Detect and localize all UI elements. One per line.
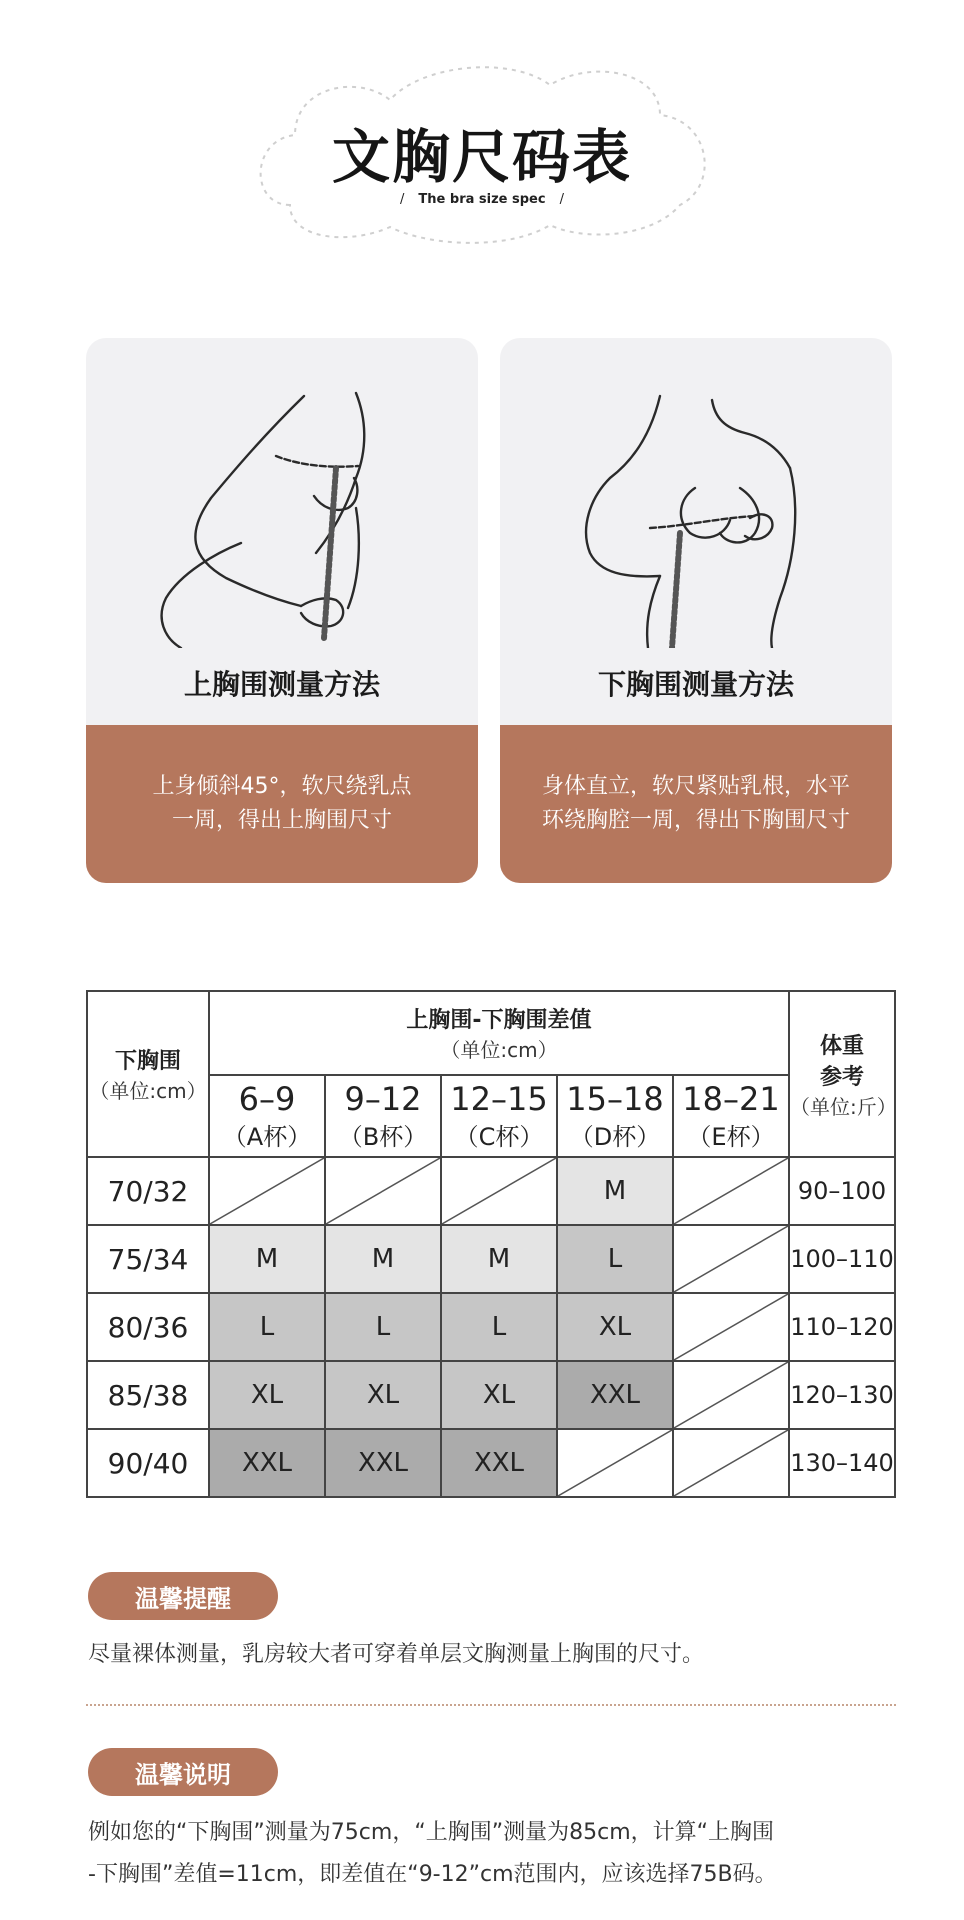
empty-size-cell	[672, 1156, 790, 1226]
empty-size-cell	[672, 1292, 790, 1362]
upper-bust-illustration	[86, 338, 478, 648]
note-pill: 温馨说明	[88, 1748, 278, 1796]
cup-label: （B杯）	[338, 1122, 428, 1151]
page-header	[0, 0, 964, 300]
size-cell: XXL	[556, 1360, 674, 1430]
upper-bust-card	[86, 338, 478, 883]
size-cell: XXL	[208, 1428, 326, 1498]
difference-range: 12–15	[450, 1079, 548, 1118]
size-cell: M	[440, 1224, 558, 1294]
size-cell: M	[324, 1224, 442, 1294]
empty-size-cell	[556, 1428, 674, 1498]
cup-column-header	[556, 1074, 674, 1158]
size-cell: L	[208, 1292, 326, 1362]
upper-bust-desc	[153, 770, 412, 838]
difference-range: 6–9	[238, 1079, 296, 1118]
page-subtitle	[0, 192, 964, 207]
weight-reference: 100–110	[788, 1224, 896, 1294]
underbust-header	[86, 990, 210, 1158]
note-text	[88, 1812, 908, 1896]
cup-label: （D杯）	[569, 1122, 661, 1151]
difference-range: 18–21	[682, 1079, 780, 1118]
empty-size-cell	[672, 1428, 790, 1498]
under-bust-desc-band	[500, 725, 892, 883]
empty-cell-diagonal	[674, 1362, 788, 1428]
size-cell: XL	[208, 1360, 326, 1430]
empty-cell-diagonal	[210, 1158, 324, 1224]
size-cell: M	[208, 1224, 326, 1294]
empty-cell-diagonal	[674, 1226, 788, 1292]
size-cell: XXL	[440, 1428, 558, 1498]
upper-bust-heading: 上胸围测量方法	[183, 668, 380, 701]
size-cell: XL	[324, 1360, 442, 1430]
empty-size-cell	[672, 1360, 790, 1430]
weight-header-line: 参考	[819, 1064, 864, 1090]
bra-size-table	[86, 990, 896, 1490]
under-bust-heading: 下胸围测量方法	[597, 668, 794, 701]
under-bust-desc	[542, 770, 850, 838]
difference-range: 9–12	[344, 1079, 422, 1118]
size-cell: L	[440, 1292, 558, 1362]
size-cell: M	[556, 1156, 674, 1226]
underbust-header-title: 下胸围	[114, 1049, 181, 1074]
note-line: -下胸围”差值=11cm，即差值在“9-12”cm范围内，应该选择75B码。	[88, 1862, 777, 1887]
underbust-row-label: 85/38	[86, 1360, 210, 1430]
empty-size-cell	[324, 1156, 442, 1226]
weight-header-line: 体重	[819, 1033, 864, 1059]
under-bust-illustration	[500, 338, 892, 648]
underbust-row-label: 90/40	[86, 1428, 210, 1498]
difference-range: 15–18	[566, 1079, 664, 1118]
empty-cell-diagonal	[674, 1430, 788, 1496]
cup-label: （C杯）	[454, 1122, 544, 1151]
weight-reference: 130–140	[788, 1428, 896, 1498]
under-bust-desc-line: 环绕胸腔一周，得出下胸围尺寸	[541, 808, 850, 833]
upper-bust-desc-line: 一周，得出上胸围尺寸	[171, 808, 392, 833]
cup-column-header	[440, 1074, 558, 1158]
reminder-text: 尽量裸体测量，乳房较大者可穿着单层文胸测量上胸围的尺寸。	[88, 1642, 705, 1667]
size-cell: L	[556, 1224, 674, 1294]
weight-reference: 110–120	[788, 1292, 896, 1362]
difference-header	[208, 990, 790, 1076]
page-title: 文胸尺码表	[331, 123, 632, 191]
cup-column-header	[208, 1074, 326, 1158]
empty-size-cell	[208, 1156, 326, 1226]
cup-label: （A杯）	[222, 1122, 312, 1151]
empty-size-cell	[440, 1156, 558, 1226]
upper-bust-desc-line: 上身倾斜45°，软尺绕乳点	[152, 774, 412, 799]
size-cell: XXL	[324, 1428, 442, 1498]
underbust-row-label: 70/32	[86, 1156, 210, 1226]
cup-column-header	[672, 1074, 790, 1158]
size-cell: XL	[556, 1292, 674, 1362]
underbust-row-label: 80/36	[86, 1292, 210, 1362]
cup-label: （E杯）	[687, 1122, 775, 1151]
subtitle-slash-right: /	[559, 192, 564, 207]
empty-cell-diagonal	[442, 1158, 556, 1224]
subtitle-slash-left: /	[400, 192, 405, 207]
underbust-row-label: 75/34	[86, 1224, 210, 1294]
underbust-header-unit: （单位:cm）	[89, 1079, 207, 1103]
under-bust-desc-line: 身体直立，软尺紧贴乳根，水平	[541, 774, 850, 799]
size-cell: L	[324, 1292, 442, 1362]
weight-header	[788, 990, 896, 1158]
empty-size-cell	[672, 1224, 790, 1294]
weight-reference: 120–130	[788, 1360, 896, 1430]
weight-header-unit: （单位:斤）	[790, 1094, 897, 1119]
empty-cell-diagonal	[326, 1158, 440, 1224]
size-cell: XL	[440, 1360, 558, 1430]
weight-reference: 90–100	[788, 1156, 896, 1226]
empty-cell-diagonal	[674, 1294, 788, 1360]
difference-header-title: 上胸围-下胸围差值	[406, 1008, 592, 1033]
subtitle-text: The bra size spec	[418, 192, 546, 207]
empty-cell-diagonal	[674, 1158, 788, 1224]
dotted-divider	[86, 1704, 896, 1706]
upper-bust-desc-band	[86, 725, 478, 883]
difference-header-unit: （单位:cm）	[440, 1038, 558, 1062]
cup-column-header	[324, 1074, 442, 1158]
reminder-pill: 温馨提醒	[88, 1572, 278, 1620]
empty-cell-diagonal	[558, 1430, 672, 1496]
under-bust-card	[500, 338, 892, 883]
note-line: 例如您的“下胸围”测量为75cm，“上胸围”测量为85cm，计算“上胸围	[88, 1820, 775, 1845]
